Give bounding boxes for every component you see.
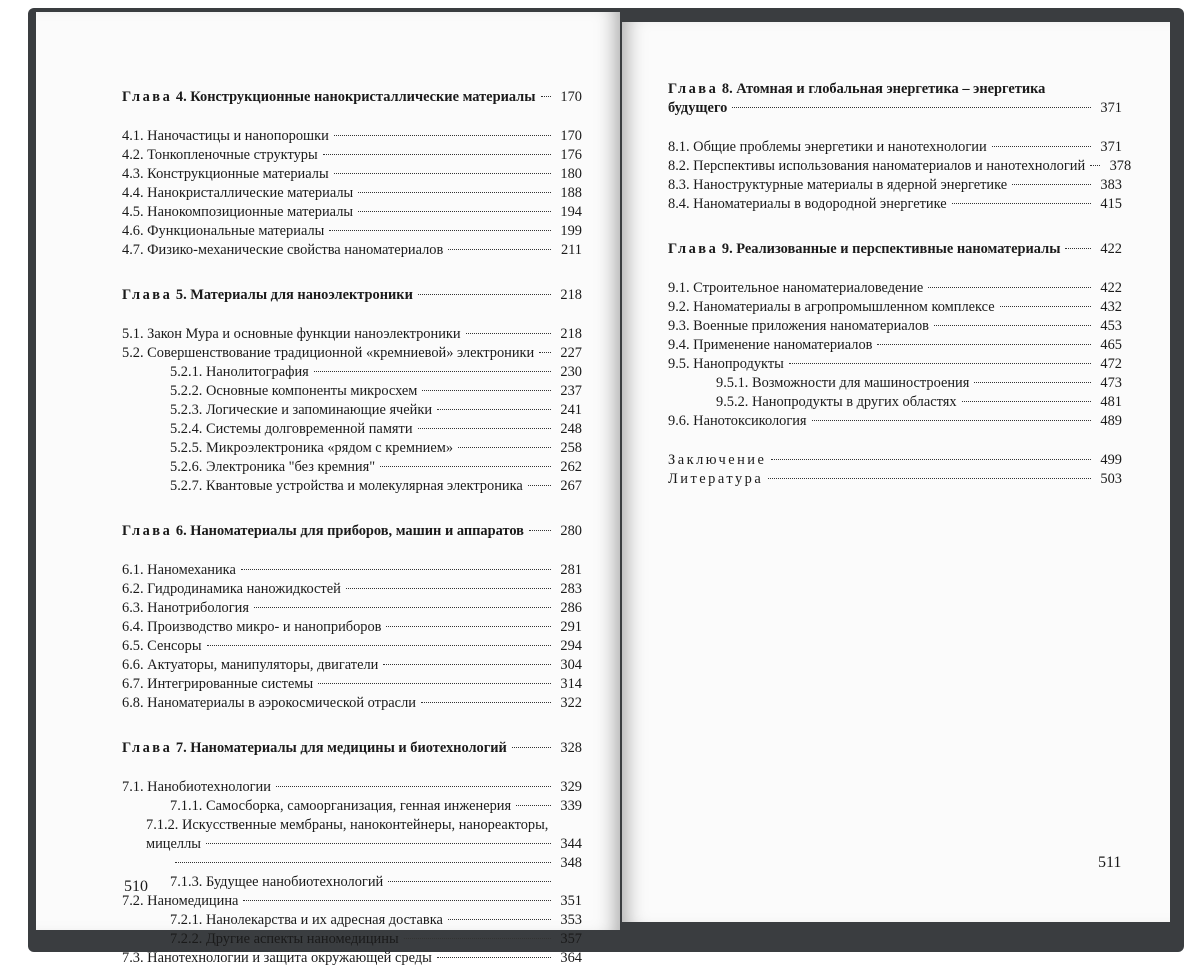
entry-page-number: 499 (1100, 452, 1122, 468)
entry-title: 6.5. Сенсоры (122, 638, 202, 654)
entry-title: 8.4. Наноматериалы в водородной энергетике (668, 196, 947, 212)
dot-leader (928, 286, 1091, 288)
entry-title: 4.5. Нанокомпозиционные материалы (122, 204, 354, 220)
entry-page-number: 248 (560, 421, 582, 437)
entry-page-number: 227 (560, 345, 582, 361)
dot-leader (789, 362, 1091, 364)
entry-title: 4.2. Тонкопленочные структуры (122, 147, 318, 163)
dot-leader (404, 937, 551, 939)
dot-leader (346, 587, 551, 589)
entry-page-number: 291 (560, 619, 582, 635)
spacer (668, 214, 1122, 240)
dot-leader (386, 625, 551, 627)
entry-title: 6. Наноматериалы для приборов, машин и аппаратов (175, 523, 524, 539)
dot-leader (329, 229, 551, 231)
toc-entry (122, 637, 582, 656)
dot-leader (383, 663, 551, 665)
dot-leader (388, 880, 551, 882)
dot-leader (516, 804, 551, 806)
toc-entry-continued (122, 835, 582, 854)
spacer (122, 541, 582, 561)
entry-page-number: 218 (560, 326, 582, 342)
entry-title: 4.6. Функциональные материалы (122, 223, 325, 239)
spacer (122, 107, 582, 127)
toc-entry (122, 241, 582, 260)
entry-page-number: 328 (560, 740, 582, 756)
toc-entry-continued (668, 99, 1122, 118)
entry-title: 8.3. Наноструктурные материалы в ядерной энергетике (668, 177, 1008, 193)
toc-entry (668, 279, 1122, 298)
toc-entry (668, 374, 1122, 393)
entry-title-continued: мицеллы (146, 836, 201, 852)
dot-leader (528, 484, 551, 486)
entry-page-number: 344 (560, 836, 582, 852)
toc-entry (122, 949, 582, 968)
entry-title: 4.4. Нанокристаллические материалы (122, 185, 354, 201)
toc-entry (122, 930, 582, 949)
dot-leader (1000, 305, 1091, 307)
dot-leader (334, 172, 551, 174)
entry-page-number: 176 (560, 147, 582, 163)
dot-leader (448, 918, 551, 920)
entry-page-number: 371 (1100, 139, 1122, 155)
right-page (622, 22, 1170, 922)
chapter-entry (122, 286, 582, 305)
entry-title: 7.3. Нанотехнологии и защита окружающей среды (122, 950, 432, 966)
dot-leader (358, 191, 551, 193)
entry-page-number: 489 (1100, 413, 1122, 429)
spacer (668, 259, 1122, 279)
entry-page-number: 170 (560, 89, 582, 105)
entry-page-number: 353 (560, 912, 582, 928)
table-of-contents-right (668, 80, 1132, 489)
dot-leader (175, 861, 551, 863)
dot-leader (812, 419, 1091, 421)
dot-leader (952, 202, 1091, 204)
toc-entry (122, 656, 582, 675)
entry-page-number: 453 (1100, 318, 1122, 334)
entry-title: 9.3. Военные приложения наноматериалов (668, 318, 929, 334)
spacer (122, 260, 582, 286)
entry-title: 4.3. Конструкционные материалы (122, 166, 329, 182)
dot-leader (207, 644, 552, 646)
toc-entry (668, 317, 1122, 336)
dot-leader (254, 606, 551, 608)
dot-leader (1065, 247, 1091, 249)
entry-page-number: 294 (560, 638, 582, 654)
entry-title: 7.2.2. Другие аспекты наномедицины (170, 931, 399, 947)
dot-leader (962, 400, 1091, 402)
toc-entry (122, 439, 582, 458)
dot-leader (323, 153, 551, 155)
entry-page-number: 258 (560, 440, 582, 456)
spacer (668, 118, 1122, 138)
dot-leader (437, 408, 551, 410)
toc-entry (668, 195, 1122, 214)
dot-leader (512, 746, 551, 748)
toc-entry (122, 127, 582, 146)
entry-page-number: 199 (560, 223, 582, 239)
entry-page-number: 267 (560, 478, 582, 494)
entry-title: Заключение (668, 452, 767, 468)
entry-title: 5.2. Совершенствование традиционной «кремниевой» электроники (122, 345, 535, 361)
entry-page-number: 211 (560, 242, 582, 258)
entry-page-number: 378 (1109, 158, 1132, 174)
entry-title: 9.6. Нанотоксикология (668, 413, 807, 429)
spacer (122, 305, 582, 325)
entry-page-number: 218 (560, 287, 582, 303)
entry-title: 8.1. Общие проблемы энергетики и нанотехнологии (668, 139, 987, 155)
entry-page-number: 281 (560, 562, 582, 578)
dot-leader (358, 210, 551, 212)
toc-entry (122, 694, 582, 713)
entry-title: 9.5. Нанопродукты (668, 356, 784, 372)
chapter-label: Глава (668, 81, 719, 97)
entry-page-number: 383 (1100, 177, 1122, 193)
entry-title: 5.2.2. Основные компоненты микросхем (170, 383, 418, 399)
dot-leader (934, 324, 1091, 326)
entry-page-number: 472 (1100, 356, 1122, 372)
table-of-contents-left (122, 88, 582, 968)
toc-entry (122, 184, 582, 203)
entry-page-number: 283 (560, 581, 582, 597)
toc-entry (122, 344, 582, 363)
toc-entry (668, 470, 1122, 489)
spacer (122, 758, 582, 778)
entry-title: 6.6. Актуаторы, манипуляторы, двигатели (122, 657, 379, 673)
page-number: 510 (124, 878, 148, 895)
entry-page-number: 237 (560, 383, 582, 399)
entry-title: 7.1.2. Искусственные мембраны, наноконтейнеры, нанореакторы, (146, 817, 549, 833)
dot-leader (418, 293, 551, 295)
dot-leader (437, 956, 551, 958)
entry-title: 6.7. Интегрированные системы (122, 676, 314, 692)
entry-title: 9.2. Наноматериалы в агропромышленном комплексе (668, 299, 995, 315)
toc-entry (122, 146, 582, 165)
entry-page-number: 329 (560, 779, 582, 795)
toc-entry (668, 80, 1122, 99)
dot-leader (877, 343, 1091, 345)
entry-page-number: 314 (560, 676, 582, 692)
entry-title: 9.4. Применение наноматериалов (668, 337, 873, 353)
dot-leader (466, 332, 551, 334)
toc-entry (122, 599, 582, 618)
entry-page-number: 188 (560, 185, 582, 201)
dot-leader (241, 568, 551, 570)
entry-title: 9.5.2. Нанопродукты в других областях (716, 394, 957, 410)
entry-title: 5.1. Закон Мура и основные функции наноэлектроники (122, 326, 461, 342)
left-page (36, 12, 620, 966)
entry-title: 5. Материалы для наноэлектроники (175, 287, 413, 303)
toc-entry (122, 675, 582, 694)
dot-leader (314, 370, 551, 372)
dot-leader (448, 248, 551, 250)
toc-entry (122, 363, 582, 382)
dot-leader (458, 446, 551, 448)
entry-page-number: 415 (1100, 196, 1122, 212)
dot-leader (529, 529, 551, 531)
toc-entry (122, 222, 582, 241)
entry-title-continued: будущего (668, 100, 728, 116)
chapter-label: Глава (122, 523, 173, 539)
entry-page-number: 339 (560, 798, 582, 814)
toc-entry (122, 477, 582, 496)
toc-entry (122, 797, 582, 816)
entry-title: 9. Реализованные и перспективные наноматериалы (721, 241, 1061, 257)
entry-title: 6.3. Нанотрибология (122, 600, 249, 616)
entry-title: 4. Конструкционные нанокристаллические материалы (175, 89, 536, 105)
toc-entry (122, 816, 582, 835)
dot-leader (541, 95, 552, 97)
entry-title: 4.7. Физико-механические свойства наноматериалов (122, 242, 444, 258)
entry-title: 7.2. Наномедицина (122, 893, 239, 909)
entry-title: 6.2. Гидродинамика наножидкостей (122, 581, 341, 597)
dot-leader (418, 427, 551, 429)
entry-title: 8.2. Перспективы использования наноматериалов и нанотехнологий (668, 158, 1086, 174)
entry-title: 5.2.1. Нанолитография (170, 364, 309, 380)
entry-title: 5.2.6. Электроника "без кремния" (170, 459, 376, 475)
toc-entry (122, 873, 582, 892)
entry-page-number: 322 (560, 695, 582, 711)
toc-entry (122, 561, 582, 580)
dot-leader (334, 134, 551, 136)
toc-entry (668, 336, 1122, 355)
entry-title: 7.1. Нанобиотехнологии (122, 779, 271, 795)
entry-page-number: 357 (560, 931, 582, 947)
dot-leader (1012, 183, 1091, 185)
entry-title: Литература (668, 471, 764, 487)
entry-page-number: 194 (560, 204, 582, 220)
entry-page-number: 422 (1100, 241, 1122, 257)
toc-entry (122, 203, 582, 222)
dot-leader (243, 899, 551, 901)
chapter-entry (668, 240, 1122, 259)
entry-page-number: 180 (560, 166, 582, 182)
dot-leader (276, 785, 551, 787)
toc-entry (668, 451, 1122, 470)
entry-title: 4.1. Наночастицы и нанопорошки (122, 128, 329, 144)
entry-page-number: 503 (1100, 471, 1122, 487)
entry-title: 7.2.1. Нанолекарства и их адресная доставка (170, 912, 443, 928)
chapter-entry (122, 88, 582, 107)
dot-leader (732, 106, 1091, 108)
toc-entry (122, 911, 582, 930)
spacer (122, 713, 582, 739)
entry-page-number: 371 (1100, 100, 1122, 116)
entry-title: 5.2.3. Логические и запоминающие ячейки (170, 402, 433, 418)
toc-entry (668, 298, 1122, 317)
toc-entry (122, 382, 582, 401)
entry-page-number: 262 (560, 459, 582, 475)
toc-entry (668, 176, 1122, 195)
entry-title: 7. Наноматериалы для медицины и биотехнологий (175, 740, 507, 756)
entry-page-number: 241 (560, 402, 582, 418)
entry-title: 5.2.5. Микроэлектроника «рядом с кремнием» (170, 440, 454, 456)
entry-page-number: 348 (560, 855, 582, 871)
dot-leader (992, 145, 1091, 147)
entry-page-number: 230 (560, 364, 582, 380)
entry-title: 7.1.1. Самосборка, самоорганизация, генная инженерия (170, 798, 512, 814)
entry-page-number: 465 (1100, 337, 1122, 353)
chapter-entry (122, 739, 582, 758)
toc-entry (122, 325, 582, 344)
chapter-label: Глава (122, 740, 173, 756)
toc-entry (122, 420, 582, 439)
entry-title: 6.4. Производство микро- и наноприборов (122, 619, 382, 635)
spacer (668, 431, 1122, 451)
entry-page-number: 304 (560, 657, 582, 673)
toc-entry (668, 355, 1122, 374)
entry-title: 7.1.3. Будущее нанобиотехнологий (170, 874, 384, 890)
chapter-label: Глава (668, 241, 719, 257)
entry-page-number: 432 (1100, 299, 1122, 315)
dot-leader (380, 465, 551, 467)
toc-entry (668, 157, 1132, 176)
entry-page-number: 481 (1100, 394, 1122, 410)
chapter-label: Глава (122, 287, 173, 303)
dot-leader (1090, 164, 1100, 166)
dot-leader (974, 381, 1091, 383)
dot-leader (421, 701, 551, 703)
entry-page-number: 280 (560, 523, 582, 539)
toc-entry (668, 412, 1122, 431)
entry-page-number: 364 (560, 950, 582, 966)
toc-entry (122, 854, 582, 873)
chapter-entry (122, 522, 582, 541)
entry-page-number: 286 (560, 600, 582, 616)
chapter-label: Глава (122, 89, 173, 105)
entry-title: 6.8. Наноматериалы в аэрокосмической отрасли (122, 695, 416, 711)
entry-page-number: 351 (560, 893, 582, 909)
entry-title: 5.2.7. Квантовые устройства и молекулярная электроника (170, 478, 523, 494)
spacer (122, 496, 582, 522)
entry-title: 6.1. Наномеханика (122, 562, 236, 578)
toc-entry (122, 401, 582, 420)
entry-title: 9.5.1. Возможности для машиностроения (716, 375, 970, 391)
dot-leader (771, 458, 1091, 460)
toc-entry (122, 580, 582, 599)
dot-leader (318, 682, 551, 684)
dot-leader (539, 351, 551, 353)
dot-leader (206, 842, 551, 844)
entry-page-number: 170 (560, 128, 582, 144)
toc-entry (122, 618, 582, 637)
entry-title: 9.1. Строительное наноматериаловедение (668, 280, 924, 296)
dot-leader (768, 477, 1091, 479)
page-number: 511 (1098, 854, 1122, 871)
dot-leader (422, 389, 551, 391)
entry-title: 8. Атомная и глобальная энергетика – энергетика (721, 81, 1046, 97)
toc-entry (668, 393, 1122, 412)
toc-entry (122, 165, 582, 184)
entry-page-number: 422 (1100, 280, 1122, 296)
entry-title: 5.2.4. Системы долговременной памяти (170, 421, 413, 437)
entry-page-number: 473 (1100, 375, 1122, 391)
toc-entry (122, 778, 582, 797)
toc-entry (122, 458, 582, 477)
toc-entry (668, 138, 1122, 157)
toc-entry (122, 892, 582, 911)
